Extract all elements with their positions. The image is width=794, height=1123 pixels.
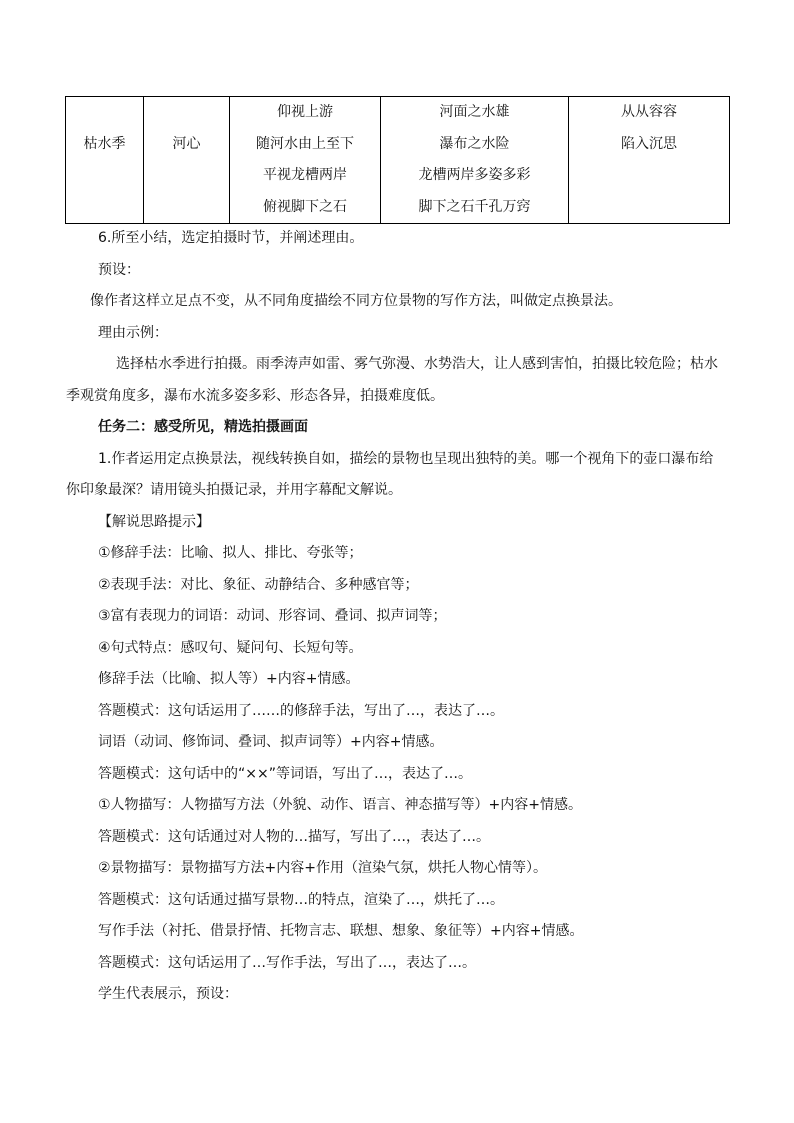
paragraph: 答题模式：这句话中的“××”等词语，写出了…，表达了…。 [98,765,472,782]
paragraph: 季观赏角度多，瀑布水流多姿多彩、形态各异，拍摄难度低。 [66,387,444,404]
paragraph: 写作手法（衬托、借景抒情、托物言志、联想、想象、象征等）+内容+情感。 [98,923,584,939]
paragraph: 答题模式：这句话运用了…写作手法，写出了…，表达了…。 [98,954,476,971]
paragraph: 词语（动词、修饰词、叠词、拟声词等）+内容+情感。 [98,734,444,750]
paragraph: 选择枯水季进行拍摄。雨季涛声如雷、雾气弥漫、水势浩大，让人感到害怕，拍摄比较危险；枯水 [116,356,718,372]
scene-line: 瀑布之水险 [439,135,510,152]
section-heading: 任务二：感受所见，精选拍摄画面 [98,419,308,435]
feeling-line: 从从容容 [621,104,677,120]
list-item: ④句式特点：感叹句、疑问句、长短句等。 [98,639,363,656]
paragraph: 修辞手法（比喻、拟人等）+内容+情感。 [98,671,360,687]
paragraph: 预设： [98,261,140,278]
summary-table [65,96,730,224]
paragraph: 像作者这样立足点不变，从不同角度描绘不同方位景物的写作方法，叫做定点换景法。 [90,293,622,309]
paragraph: ①人物描写：人物描写方法（外貌、动作、语言、神态描写等）+内容+情感。 [98,797,583,813]
table-cell-feelings [569,97,730,224]
season-text: 枯水季 [83,135,126,152]
paragraph: 理由示例： [98,324,168,341]
scene-line: 龙槽两岸多姿多彩 [418,167,531,183]
body-text [66,223,744,1011]
angle-line: 俯视脚下之石 [263,198,347,215]
paragraph: 答题模式：这句话运用了……的修辞手法，写出了…，表达了…。 [98,702,504,719]
table-cell-scenes [381,97,569,224]
position-text: 河心 [172,135,201,152]
paragraph: 你印象最深？请用镜头拍摄记录，并用字幕配文解说。 [66,482,402,498]
list-item: ②表现手法：对比、象征、动静结合、多种感官等； [98,576,419,593]
scene-line: 脚下之石千孔万窍 [418,198,531,215]
feeling-line: 陷入沉思 [621,135,677,152]
paragraph: 答题模式：这句话通过描写景物…的特点，渲染了…，烘托了…。 [98,891,504,908]
paragraph: 【解说思路提示】 [98,513,210,530]
table-cell-position [144,97,230,224]
angle-line: 平视龙槽两岸 [263,167,347,183]
list-item: ①修辞手法：比喻、拟人、排比、夸张等； [98,545,363,561]
scene-line: 河面之水雄 [439,104,510,120]
list-item: ③富有表现力的词语：动词、形容词、叠词、拟声词等； [98,608,447,624]
table-cell-angles [230,97,381,224]
paragraph: 6.所至小结，选定拍摄时节，并阐述理由。 [98,230,364,246]
table-row [66,97,730,224]
paragraph: ②景物描写：景物描写方法+内容+作用（渲染气氛，烘托人物心情等）。 [98,860,548,876]
angle-line: 随河水由上至下 [256,135,354,152]
paragraph: 学生代表展示，预设： [98,986,238,1002]
angle-line: 仰视上游 [277,104,333,120]
table-cell-season [66,97,144,224]
paragraph: 1.作者运用定点换景法，视线转换自如，描绘的景物也呈现出独特的美。哪一个视角下的壶口瀑布给 [98,450,714,467]
paragraph: 答题模式：这句话通过对人物的…描写，写出了…，表达了…。 [98,828,490,845]
